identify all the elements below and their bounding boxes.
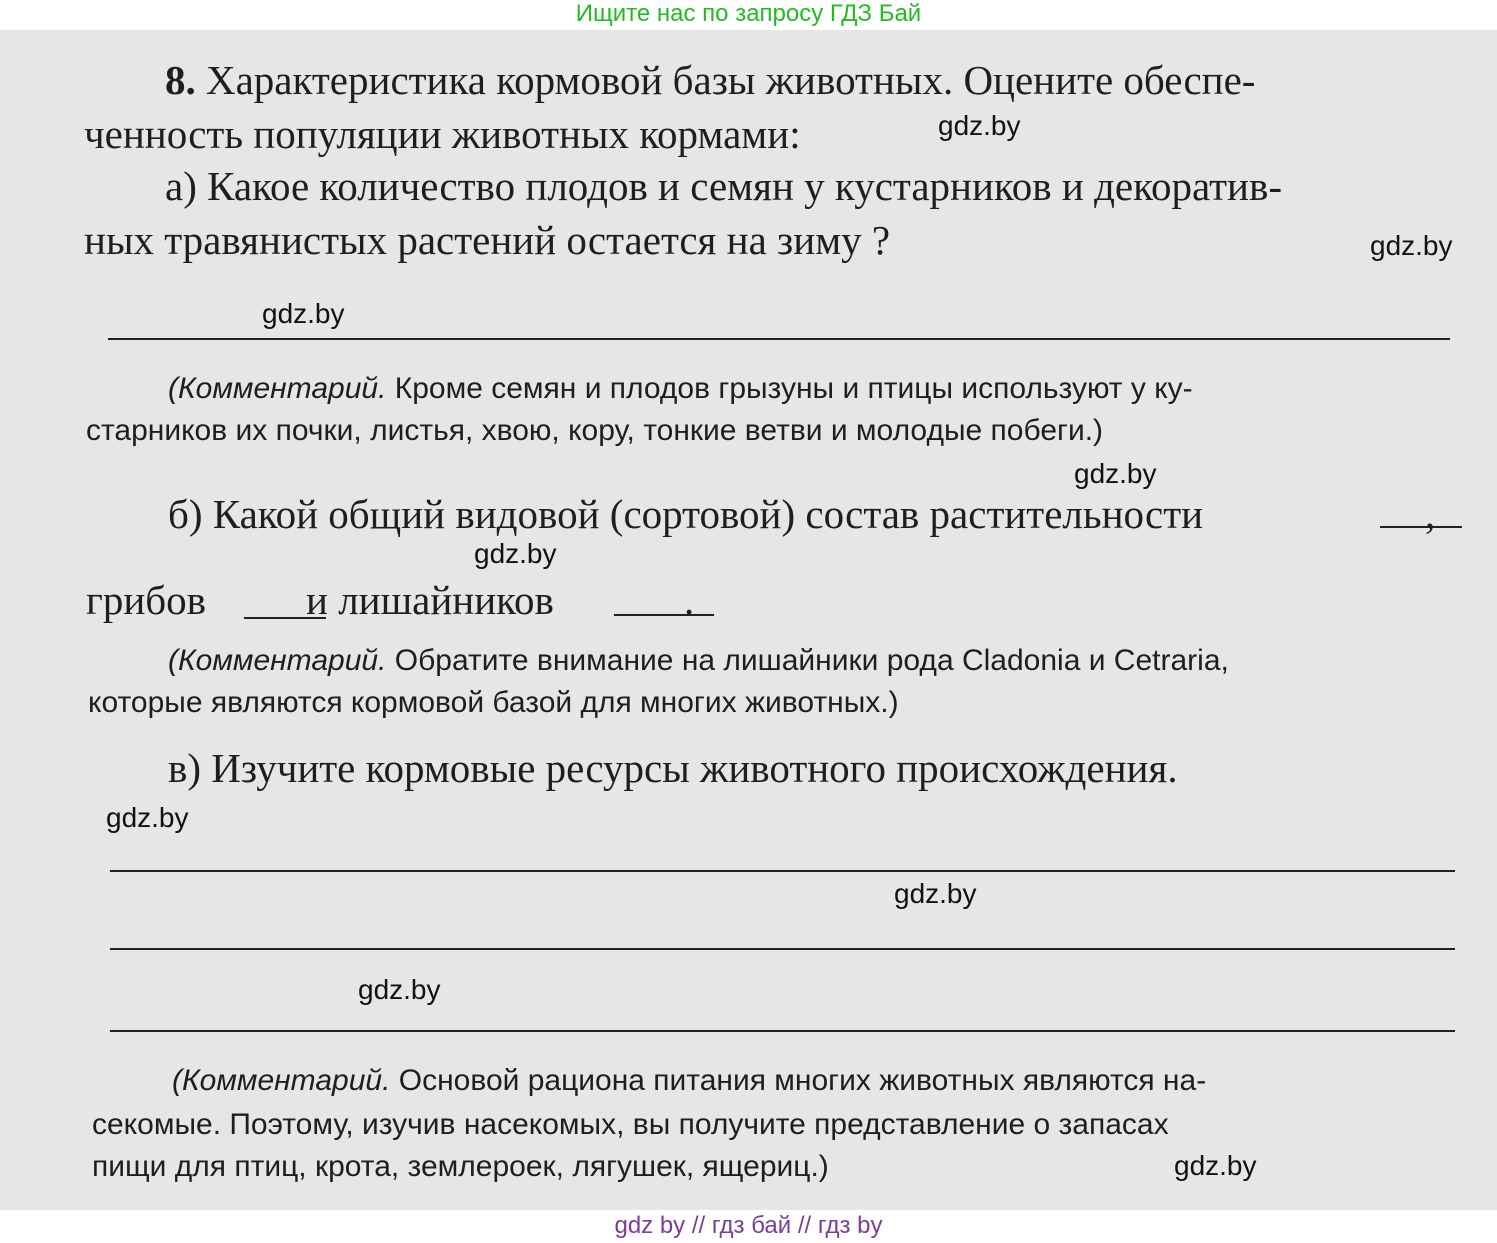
comment-text: Основой рациона питания многих животных являются на- — [390, 1064, 1207, 1097]
comment-b-line2: которые являются кормовой базой для многих животных.) — [88, 686, 899, 719]
task-heading — [165, 56, 1255, 104]
watermark: gdz.by — [938, 110, 1021, 141]
question-b-lichens: и лишайников — [306, 577, 554, 623]
comment-c-line2: секомые. Поэтому, изучив насекомых, вы получите представление о запасах — [92, 1108, 1169, 1141]
comma: , — [1425, 491, 1436, 537]
answer-blank-vegetation[interactable] — [1380, 526, 1462, 528]
watermark: gdz.by — [1074, 458, 1157, 489]
question-a-line1: а) Какое количество плодов и семян у кустарников и декоратив- — [165, 163, 1282, 209]
footer-links: gdz by // гдз бай // гдз by — [0, 1210, 1497, 1243]
comment-label: (Комментарий. — [168, 372, 387, 405]
watermark: gdz.by — [106, 802, 189, 833]
task-number: 8. — [165, 57, 196, 103]
watermark: gdz.by — [358, 974, 441, 1005]
comment-label: (Комментарий. — [172, 1064, 391, 1097]
comment-b-line1 — [168, 644, 1229, 678]
comment-c-line1 — [172, 1064, 1206, 1098]
comment-text: Обратите внимание на лишайники рода Cladonia и Cetraria, — [386, 644, 1229, 677]
question-a-line2: ных травянистых растений остается на зиму ? — [84, 217, 891, 263]
question-b-fungi: грибов — [86, 577, 206, 623]
watermark: gdz.by — [1370, 230, 1453, 261]
watermark: gdz.by — [474, 538, 557, 569]
task-title-line1: Характеристика кормовой базы животных. Оцените обеспе- — [206, 57, 1256, 103]
watermark: gdz.by — [1174, 1150, 1257, 1181]
question-b-line1: б) Какой общий видовой (сортовой) состав растительности — [168, 491, 1204, 537]
answer-line-c2[interactable] — [110, 948, 1455, 950]
search-banner: Ищите нас по запросу ГДЗ Бай — [0, 0, 1497, 30]
comment-text: Кроме семян и плодов грызуны и птицы используют у ку- — [386, 372, 1193, 405]
comment-c-line3: пищи для птиц, крота, землероек, лягушек, ящериц.) — [92, 1150, 829, 1183]
task-title-line2: ченность популяции животных кормами: — [84, 111, 801, 157]
answer-line-c1[interactable] — [110, 870, 1455, 872]
question-c-line1: в) Изучите кормовые ресурсы животного происхождения. — [168, 745, 1178, 791]
period: . — [684, 577, 695, 623]
comment-label: (Комментарий. — [168, 644, 387, 677]
watermark: gdz.by — [262, 298, 345, 329]
watermark: gdz.by — [894, 878, 977, 909]
answer-line-c3[interactable] — [110, 1030, 1455, 1032]
comment-a-line2: старников их почки, листья, хвою, кору, тонкие ветви и молодые побеги.) — [86, 414, 1104, 447]
answer-line-a[interactable] — [108, 338, 1450, 340]
answer-blank-lichens[interactable] — [614, 614, 714, 616]
comment-a-line1 — [168, 372, 1193, 406]
